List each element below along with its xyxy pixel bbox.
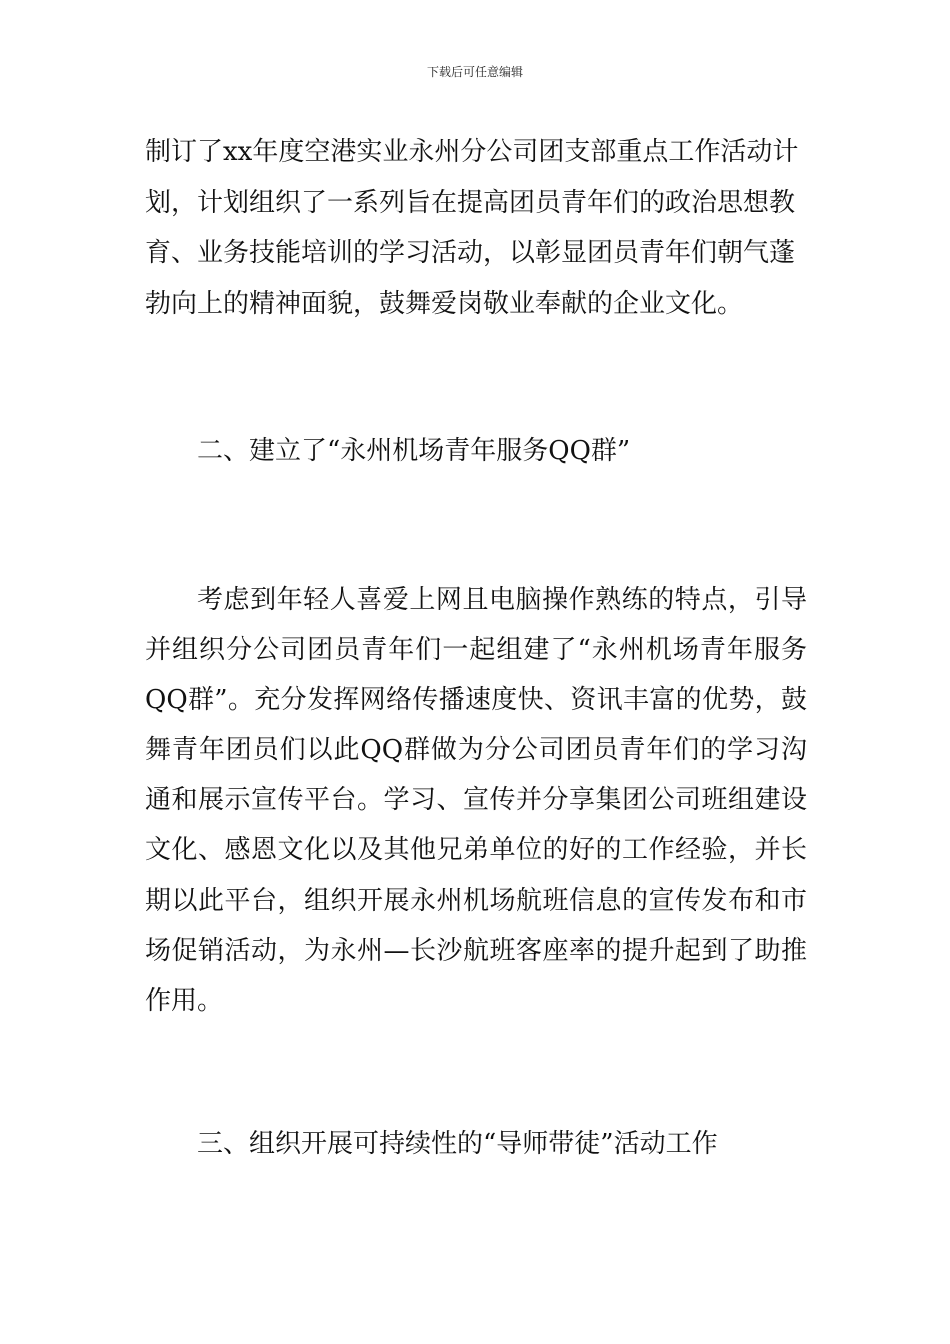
- paragraph-line: 划，计划组织了一系列旨在提高团员青年们的政治思想教: [145, 187, 796, 218]
- paragraph-line: 勃向上的精神面貌，鼓舞爱岗敬业奉献的企业文化。: [145, 288, 744, 319]
- paragraph-qq-group: 考虑到年轻人喜爱上网且电脑操作熟练的特点，引导并组织分公司团员青年们一起组建了“永州机场青年服务QQ群”。充分发挥网络传播速度快、资讯丰富的优势，鼓舞青年团员们以此QQ群做为分公司团员青年们的学习沟通和展示宣传平台。学习、宣传并分享集团公司班组建设文化、感恩文化以及其他兄弟单位的好的工作经验，并长期以此平台，组织开展永州机场航班信息的宣传发布和市场促销活动，为永州—长沙航班客座率的提升起到了助推作用。: [145, 585, 807, 1016]
- paragraph-work-plan: [145, 127, 807, 329]
- section-heading-qq-group: 二、建立了“永州机场青年服务QQ群”: [197, 436, 631, 466]
- section-heading-mentorship: 三、组织开展可持续性的“导师带徒”活动工作: [197, 1129, 718, 1159]
- paragraph-line: 育、业务技能培训的学习活动，以彰显团员青年们朝气蓬: [145, 238, 796, 268]
- page-header: 下载后可任意编辑: [426, 65, 523, 79]
- paragraph-line: 制订了xx年度空港实业永州分公司团支部重点工作活动计: [145, 137, 799, 167]
